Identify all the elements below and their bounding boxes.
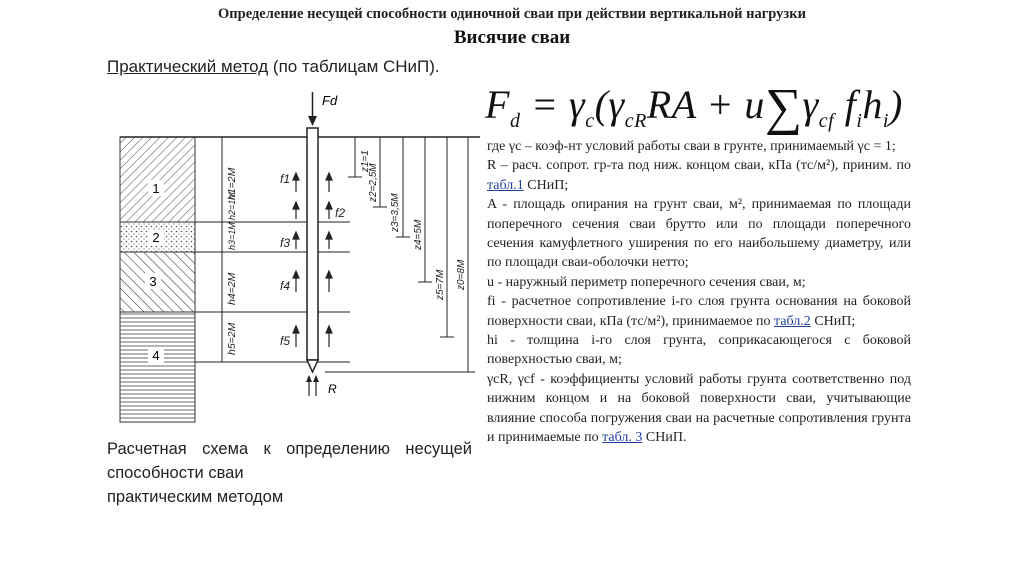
friction-head-left-1 [293,173,299,180]
layer-1-number: 1 [152,181,160,196]
layer-2-number: 2 [152,230,160,245]
h1-label: h1=2М [226,167,238,200]
friction-label-5: f5 [280,334,291,348]
table-2-link[interactable]: табл.2 [774,313,811,329]
friction-head-left-2 [293,202,299,209]
friction-head-right-5 [326,326,332,333]
pile-tip [307,360,318,372]
friction-label-3: f3 [280,236,291,250]
legend-u: u - наружный периметр поперечного сечения сваи, м; [487,274,806,290]
legend-fi-text: fi - расчетное сопротивление i-го слоя грунта основания на боковой поверхности сваи, кПа (тс/м²), принимаемое по [487,294,911,329]
legend-gamma-text: γcR, γcf - коэффициенты условий работы грунта соответственно под нижним концом и на боковой поверхности сваи, учитывающие влияние способа погружения сваи на расчетные сопротивления грунта и принимаемые по [487,371,911,446]
slide-title: Определение несущей способности одиночной сваи при действии вертикальной нагрузки [218,6,806,22]
friction-head-right-1 [326,173,332,180]
h4-label: h4=2М [226,272,238,305]
table-3-link[interactable]: табл. 3 [602,430,643,446]
friction-head-right-2 [326,202,332,209]
caption-line-2: практическим методом [107,488,284,506]
slide-subtitle: Висячие сваи [453,27,571,48]
caption-line-1: Расчетная схема к определению несущей способности сваи [107,440,472,482]
method-suffix: (по таблицам СНиП). [268,57,440,76]
legend-hi: hi - толщина i-го слоя грунта, соприкасающегося с боковой поверхностью сваи, м; [487,333,911,368]
z4-label: z4=5М [413,219,424,250]
load-arrow-head [308,116,317,126]
z3-label: z3=3,5М [390,193,401,232]
friction-label-2: f2 [335,206,346,220]
formula-legend [487,137,911,448]
friction-head-right-4 [326,271,332,278]
soil-layer-4 [120,312,195,422]
soil-layer-1 [120,137,195,222]
legend-r-suffix: СНиП; [523,177,569,193]
load-label: Fd [322,93,338,108]
friction-head-left-3 [293,232,299,239]
z5-label: z5=7М [435,269,446,300]
h5-label: h5=2М [226,322,238,355]
table-1-link[interactable]: табл.1 [487,177,524,193]
legend-r [487,156,911,195]
layer-4-number: 4 [152,348,160,363]
reaction-label: R [328,382,337,396]
reaction-head-right [313,375,319,382]
legend-gamma-suffix: СНиП. [642,430,687,446]
legend-r-text: R – расч. сопрот. гр-та под ниж. концом сваи, кПа (тс/м²), приним. по [487,158,911,174]
h2-label: h2=1М [227,192,237,220]
z2-label: z2=2,5М [368,163,379,202]
legend-a: A - площадь опирания на грунт сваи, м², принимаемая по площади поперечного сечения сваи брутто или по площади поперечного сечения камуфлетного уширения по его наибольшему диаметру, или по площади сваи-оболочки нетто; [487,197,911,271]
z1-label: z1=1 [360,150,371,172]
friction-label-4: f4 [280,279,291,293]
reaction-head-left [306,375,312,382]
layer-3-number: 3 [149,274,157,289]
method-label: Практический метод [107,57,269,76]
legend-fi [487,292,911,331]
legend-gamma-cr-cf [487,370,911,448]
friction-head-right-3 [326,232,332,239]
friction-head-left-5 [293,326,299,333]
pile-shaft [307,128,318,360]
formula-text: $F_d = \gamma_c(\gamma_{cR}RA + u\sum\gamma_{cf}$ $f_ih_i$) [485,79,903,136]
friction-head-left-4 [293,271,299,278]
diagram-caption [107,437,472,509]
friction-label-1: f1 [280,172,291,186]
z0-label: z0=8М [456,259,467,290]
legend-fi-suffix: СНиП; [810,313,856,329]
legend-gamma-c: где γc – коэф-нт условий работы сваи в грунте, принимаемый γc = 1; [487,139,896,154]
h3-label: h3=1М [227,222,237,250]
